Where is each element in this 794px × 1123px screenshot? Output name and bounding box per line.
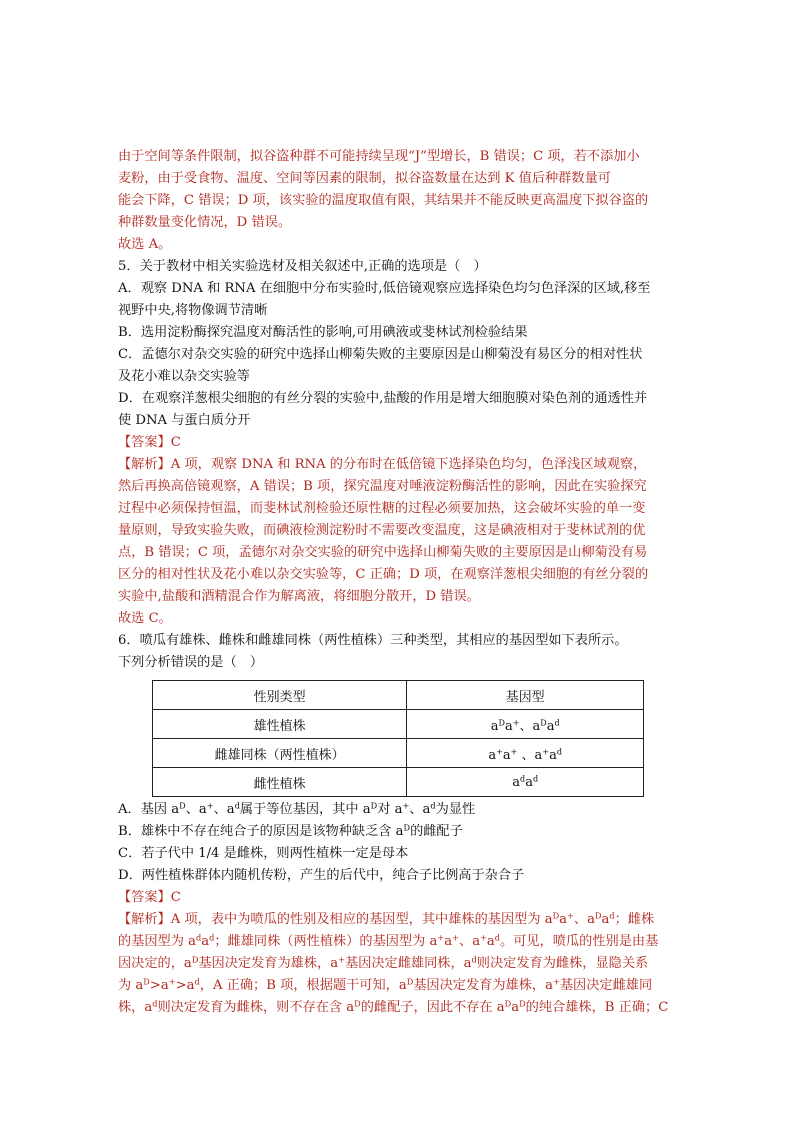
table-header-genotype: 基因型 — [407, 681, 644, 710]
genotype-table — [152, 680, 644, 797]
q5-analysis-line-4: 量原则，导致实验失败，而碘液检测淀粉时不需要改变温度，这是碘液相对于斐林试剂的优 — [118, 523, 646, 538]
q6-answer-value: C — [170, 890, 181, 905]
prev-conclusion: 故选 A。 — [118, 237, 172, 252]
q5-option-c-line-2: 及花小难以杂交实验等 — [118, 369, 250, 384]
table-header-row — [153, 681, 644, 710]
q5-analysis-line-1 — [118, 454, 702, 476]
q6-option-d: D．两性植株群体内随机传粉，产生的后代中，纯合子比例高于杂合子 — [118, 868, 525, 883]
q6-option-b: B．雄株中不存在纯合子的原因是该物种缺乏含 $a^D$的雌配子 — [118, 822, 463, 839]
q5-option-a-line-2: 视野中央,将物像调节清晰 — [118, 303, 268, 318]
table-row-female — [153, 768, 644, 797]
table-row-hermaphrodite — [153, 739, 644, 768]
q5-analysis-line-6: 区分的相对性状及花小难以杂交实验等，C 正确；D 项，在观察洋葱根尖细胞的有丝分裂的 — [118, 567, 649, 582]
q5-option-a-line-1: A．观察 DNA 和 RNA 在细胞中分布实验时,低倍镜观察应选择染色均匀色泽深的区域,移至 — [118, 281, 651, 296]
table-cell-female-genotype: $a^da^d$ — [407, 768, 644, 797]
q6-option-a: A．基因 $a^D$、a+、$a^d$属于等位基因，其中 $a^D$对 a+、$a^d$为显性 — [118, 800, 476, 817]
prev-explanation-line-4: 种群数量变化情况，D 错误。 — [118, 215, 292, 230]
table-cell-hermaphrodite-genotype: a+a+ 、$a^+a^d$ — [407, 739, 644, 768]
q6-stem-line-2: 下列分析错误的是（ ） — [118, 655, 264, 670]
q5-answer-label: 【答案】 — [118, 435, 171, 450]
q5-stem: 5．关于教材中相关实验选材及相关叙述中,正确的选项是（ ） — [118, 259, 487, 274]
table-cell-male-genotype: $a^Da^+$、$a^Da^d$ — [407, 710, 644, 739]
q6-analysis-line-2: 的基因型为 $a^da^d$；雌雄同株（两性植株）的基因型为 a+a+、$a^+a^d$。可见，喷瓜的性别是由基 — [118, 932, 659, 949]
q6-answer — [118, 887, 702, 909]
q5-analysis-line-3: 过程中必须保持恒温，而斐林试剂检验还原性糖的过程必须要加热，这会破坏实验的单一变 — [118, 501, 646, 516]
q5-option-d-line-1: D．在观察洋葱根尖细胞的有丝分裂的实验中,盐酸的作用是增大细胞膜对染色剂的通透性并 — [118, 391, 648, 406]
q5-option-b: B．选用淀粉酶探究温度对酶活性的影响,可用碘液或斐林试剂检验结果 — [118, 325, 528, 340]
table-row-male — [153, 710, 644, 739]
q6-answer-label: 【答案】 — [118, 890, 171, 905]
q6-analysis-line-4: 为 $a^D>a^+>a^d$，A 正确；B 项，根据题干可知，$a^D$基因决定发育为雄株，a+基因决定雌雄同 — [118, 976, 653, 993]
q6-analysis-line-5: 株，$a^d$则决定发育为雌株，则不存在含 $a^D$的雌配子，因此不存在 $a^Da^D$的纯合雄株，B 正确；C — [118, 998, 669, 1015]
q5-answer-value: C — [170, 435, 181, 450]
prev-explanation-line-2: 麦粉，由于受食物、温度、空间等因素的限制，拟谷盗数量在达到 K 值后种群数量可 — [118, 171, 611, 186]
table-header-sex: 性别类型 — [153, 681, 407, 710]
prev-explanation-line-1: 由于空间等条件限制，拟谷盗种群不可能持续呈现“J”型增长，B 错误；C 项，若不添加小 — [118, 149, 640, 164]
table-cell-hermaphrodite-sex: 雌雄同株（两性植株） — [153, 739, 407, 768]
q5-option-d-line-2: 使 DNA 与蛋白质分开 — [118, 413, 251, 428]
q6-analysis-label: 【解析】 — [118, 912, 171, 927]
q5-analysis-line-7: 实验中,盐酸和酒精混合作为解离液，将细胞分散开，D 错误。 — [118, 589, 480, 604]
q6-option-c: C．若子代中 1/4 是雌株，则两性植株一定是母本 — [118, 846, 409, 861]
q5-analysis-line-2: 然后再换高倍镜观察，A 错误；B 项，探究温度对唾液淀粉酶活性的影响，因此在实验探究 — [118, 479, 647, 494]
prev-explanation-line-3: 能会下降，C 错误；D 项，该实验的温度取值有限，其结果并不能反映更高温度下拟谷盗的 — [118, 193, 649, 208]
q5-analysis-line-5: 点，B 错误；C 项，孟德尔对杂交实验的研究中选择山柳菊失败的主要原因是山柳菊没有易 — [118, 545, 648, 560]
q6-analysis-line-3: 因决定的，$a^D$基因决定发育为雄株，a+基因决定雌雄同株，$a^d$则决定发育为雌株，显隐关系 — [118, 954, 649, 971]
table-cell-female-sex: 雌性植株 — [153, 768, 407, 797]
q5-analysis-text-1: A 项，观察 DNA 和 RNA 的分布时在低倍镜下选择染色均匀，色泽浅区域观察， — [170, 457, 647, 472]
q5-answer — [118, 432, 702, 454]
q6-stem-line-1: 6．喷瓜有雄株、雌株和雌雄同株（两性植株）三种类型，其相应的基因型如下表所示。 — [118, 633, 628, 648]
q5-conclusion: 故选 C。 — [118, 611, 172, 626]
q5-option-c-line-1: C．孟德尔对杂交实验的研究中选择山柳菊失败的主要原因是山柳菊没有易区分的相对性状 — [118, 347, 643, 362]
document-body — [118, 146, 702, 1019]
q5-analysis-label: 【解析】 — [118, 457, 171, 472]
table-cell-male-sex: 雄性植株 — [153, 710, 407, 739]
q6-analysis-line-1: 【解析】A 项，表中为喷瓜的性别及相应的基因型，其中雄株的基因型为 $a^Da^+$、$a^Da^d$；雌株 — [118, 910, 655, 927]
